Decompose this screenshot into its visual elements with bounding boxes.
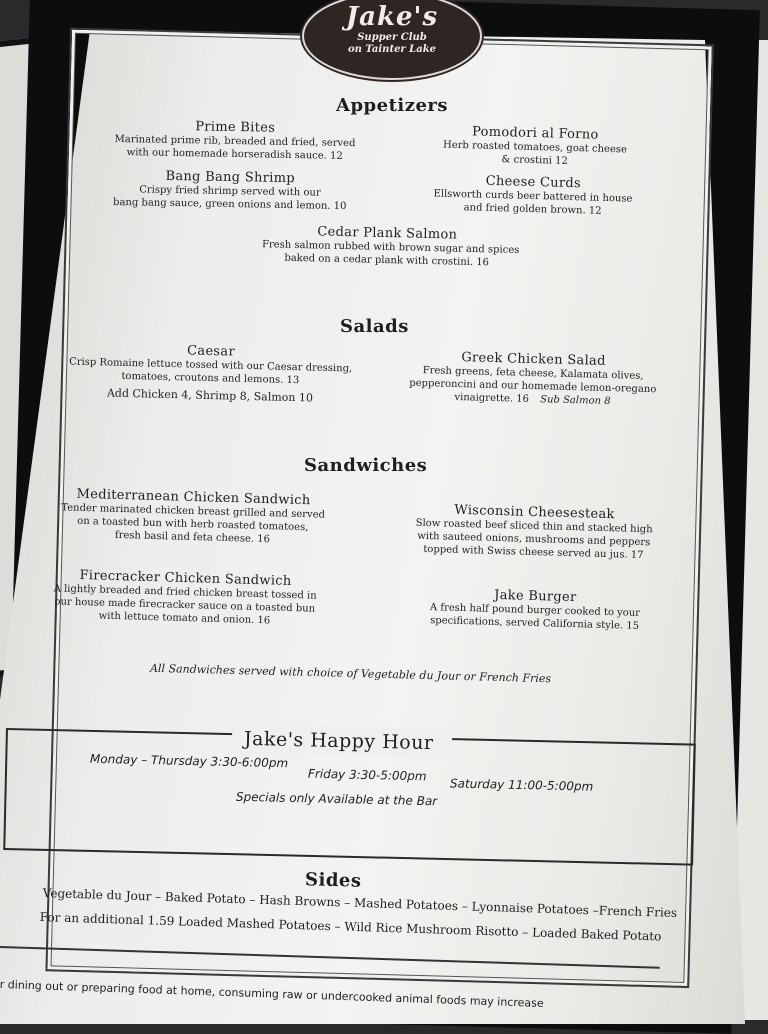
item-description: with our homemade horseradish sauce. 12 (126, 147, 343, 162)
item-description: Crispy fried shrimp served with our (139, 184, 321, 199)
item-description: our house made firecracker sauce on a toasted bun (54, 596, 316, 615)
menu-item (67, 341, 353, 406)
item-title: Caesar (186, 343, 236, 360)
menu-item (47, 486, 338, 548)
item-description: Slow roasted beef sliced thin and stacked high (415, 517, 653, 536)
item-title: Cheese Curds (485, 173, 582, 192)
happy-hour-title: Jake's Happy Hour (243, 727, 434, 755)
item-description: baked on a cedar plank with crostini. 16 (284, 252, 490, 269)
item-description: tomatoes, croutons and lemons. 13 (121, 370, 300, 387)
item-description: on a toasted bun with herb roasted tomatoes, (77, 515, 309, 534)
item-description: with lettuce tomato and onion. 16 (98, 610, 271, 627)
sides-list: Vegetable du Jour – Baked Potato – Hash Browns – Mashed Potatoes – Lyonnaise Potatoes –French Fries (42, 886, 678, 920)
item-description: fresh basil and feta cheese. 16 (114, 529, 271, 546)
menu-item (110, 118, 361, 163)
item-description: A lightly breaded and fried chicken breast tossed in (53, 583, 317, 602)
item-title: Jake Burger (493, 587, 577, 606)
menu-item (427, 172, 638, 218)
item-title: Wisconsin Cheesesteak (454, 502, 615, 523)
menu-item (261, 223, 520, 270)
item-description: and fried golden brown. 12 (463, 202, 602, 217)
item-description: Ellsworth curds beer battered in house (433, 188, 633, 205)
item-description: & crostini 12 (501, 154, 568, 167)
footer-disclaimer: r dining out or preparing food at home, consuming raw or undercooked animal foods may increase (0, 978, 544, 1010)
menu-item (399, 501, 668, 562)
item-title: Prime Bites (195, 119, 276, 136)
item-title: Bang Bang Shrimp (165, 168, 296, 187)
item-description: with sauteed onions, mushrooms and peppers (417, 530, 651, 549)
sides-additional: For an additional 1.59 Loaded Mashed Potatoes – Wild Rice Mushroom Risotto – Loaded Baked Potato (39, 910, 662, 944)
item-description: specifications, served California style. 15 (430, 615, 640, 632)
item-title: Mediterranean Chicken Sandwich (76, 486, 311, 509)
item-description: pepperoncini and our homemade lemon-oregano (409, 377, 657, 396)
happy-hour-weekdays: Monday – Thursday 3:30-6:00pm (89, 751, 289, 771)
item-description: Marinated prime rib, breaded and fried, served (114, 133, 356, 150)
footer-divider (0, 946, 660, 969)
sandwich-side-note: All Sandwiches served with choice of Vegetable du Jour or French Fries (149, 661, 552, 686)
salads-heading: Salads (340, 316, 409, 337)
item-description: Fresh greens, feta cheese, Kalamata olives, (422, 365, 644, 382)
item-description: Crisp Romaine lettuce tossed with our Caesar dressing, (69, 356, 353, 375)
item-description-end: vinaigrette. 16 (454, 391, 530, 405)
sandwiches-heading: Sandwiches (304, 455, 428, 476)
item-title: Pomodori al Forno (471, 124, 599, 143)
item-addon: Sub Salmon 8 (540, 394, 611, 408)
item-addons: Add Chicken 4, Shrimp 8, Salmon 10 (106, 386, 314, 405)
item-title: Greek Chicken Salad (461, 350, 606, 369)
menu-item (39, 567, 330, 629)
sides-heading: Sides (304, 869, 362, 892)
item-title: Cedar Plank Salmon (317, 224, 458, 243)
menu-item (401, 349, 664, 410)
item-description: A fresh half pound burger cooked to your (429, 602, 641, 619)
item-description: topped with Swiss cheese served au jus. 17 (423, 543, 644, 562)
logo-name: Jake's (345, 2, 439, 32)
item-description: Fresh salmon rubbed with brown sugar and spices (261, 239, 520, 257)
appetizers-heading: Appetizers (336, 95, 449, 116)
menu-item (409, 586, 660, 634)
item-description: bang bang sauce, green onions and lemon. 10 (112, 196, 347, 213)
logo-line-1: Supper Club (357, 32, 427, 43)
happy-hour-friday: Friday 3:30-5:00pm (307, 766, 427, 784)
happy-hour-saturday: Saturday 11:00-5:00pm (449, 776, 594, 794)
item-description: Tender marinated chicken breast grilled and served (61, 502, 326, 521)
menu-item (439, 124, 630, 170)
restaurant-logo (302, 0, 482, 80)
item-title: Firecracker Chicken Sandwich (79, 568, 292, 589)
happy-hour-note: Specials only Available at the Bar (235, 789, 438, 809)
item-description: Herb roasted tomatoes, goat cheese (442, 139, 628, 156)
menu-item (110, 168, 351, 213)
logo-line-2: on Tainter Lake (348, 44, 436, 55)
